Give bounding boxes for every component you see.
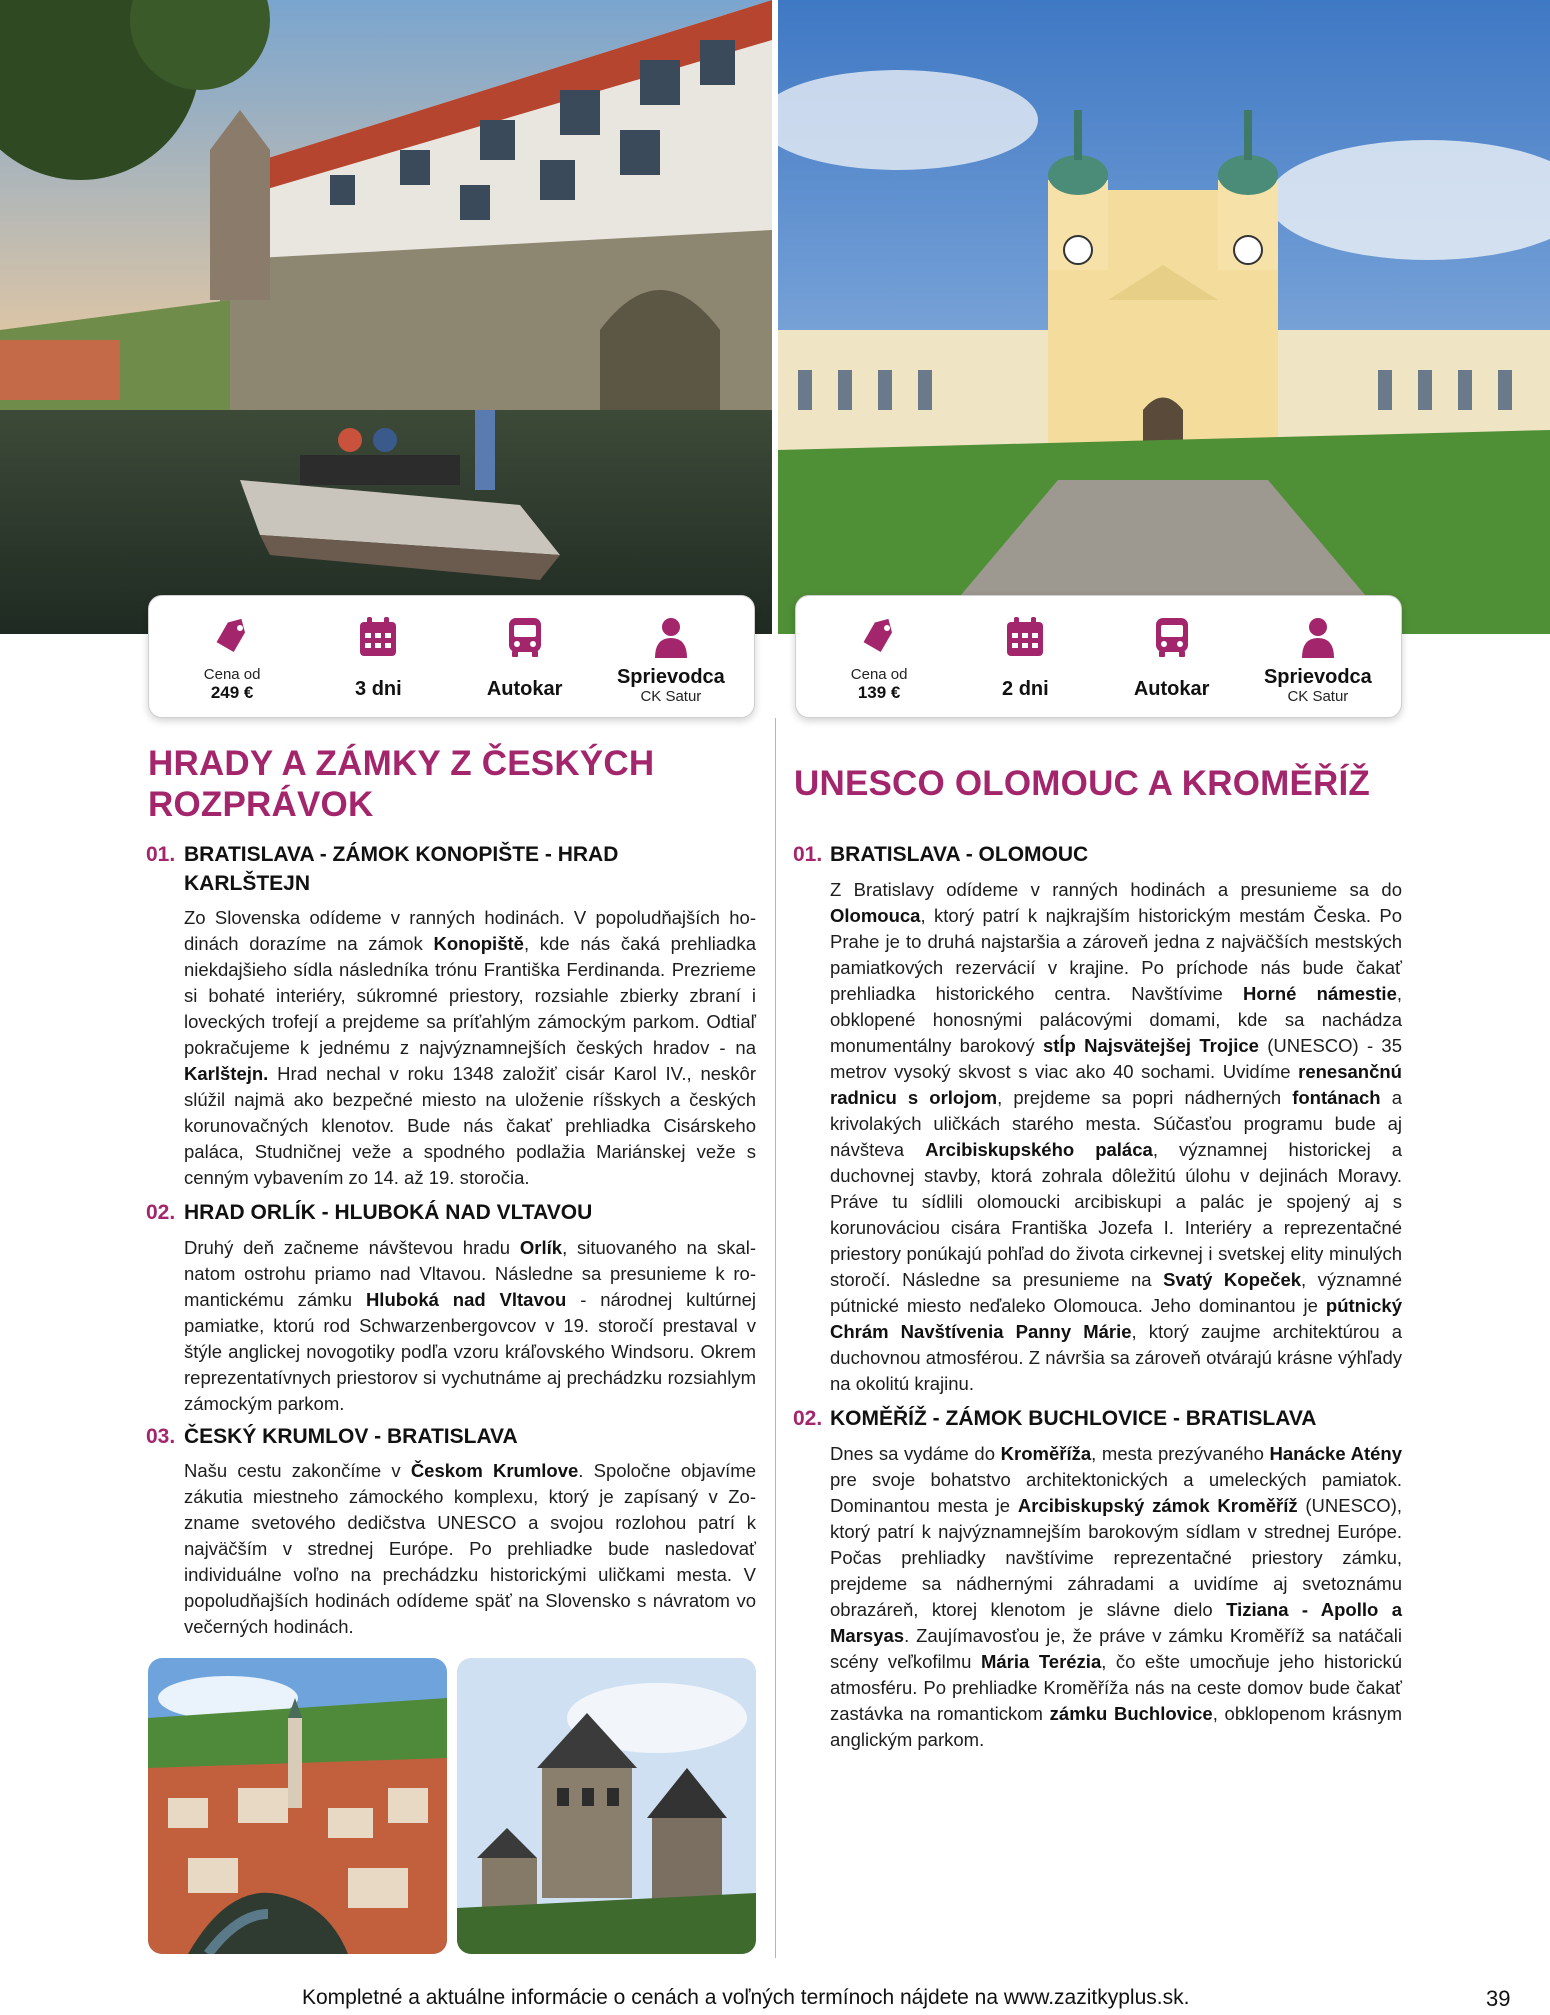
footer-info-text: Kompletné a aktuálne informácie o cenách a voľných termínoch nájdete na www.zazitkyplus.sk. [302, 1986, 1190, 2009]
photo-karlstejn-castle [457, 1658, 756, 1954]
column-divider [775, 718, 776, 1958]
transport-info [1099, 616, 1245, 700]
left-day2-number: 02. [146, 1201, 176, 1224]
transport-info [452, 616, 598, 700]
price-tag-icon [857, 616, 901, 658]
left-day1-title [184, 840, 744, 898]
photo-cesky-krumlov-river [0, 0, 772, 634]
bus-icon [503, 616, 547, 658]
price-info [806, 616, 952, 702]
left-trip-title [148, 743, 768, 825]
left-day3-text: Našu cestu zakončíme v Českom Krumlove. Spoločne objavíme zákutia miestneho zámockého komplexu, ktorý je zapísaný v Zozname svetového dedičstva UNESCO a svojou rozlohou patrí k najväčším v strednej Európe. Po prehliadke bude nasledovať individuálne voľno na prechádzku historickými uličkami mesta. V popoludňajších hodinách odídeme späť na Slovensko s návratom vo večerných hodinách. [184, 1460, 756, 1637]
transport-value: Autokar [486, 678, 563, 700]
right-day1-number: 01. [793, 843, 823, 866]
guide-info [598, 616, 744, 705]
left-day2-text: Druhý deň začneme návštevou hradu Orlík, situovaného na skalnatom ostrohu priamo nad Vltavou. Následne sa presunieme k romantickému zámku Hluboká nad Vltavou - národnej kultúrnej pamiatke, ktorú rod Schwarzenbergovcov v 19. storočí prestaval v štýle anglickej novogotiky podľa vzoru kráľovského Windsoru. Okrem reprezentatívnych priestorov si vychutnáme aj prechádzku rozsiahlym zámockým parkom. [184, 1237, 757, 1414]
photo-cesky-krumlov-town [148, 1658, 447, 1954]
transport-value: Autokar [1133, 678, 1210, 700]
right-day1-text: Z Bratislavy odídeme v ranných hodinách a presunieme sa do Olomouca, ktorý patrí k najkrajším historickým mestám Česka. Po Prahe je to druhá najstaršia a zároveň jedna z najväčších mestských pamiatkových rezervácií v krajine. Po príchode nás bude čakať prehliadka historického centra. Navštívime Horné námestie, obklopené honosnými palácovými domami, kde sa nachádza monumentálny barokový stĺp Najsvätejšej Trojice (UNESCO) - 35 metrov vysoký skvost s viac ako 40 sochami. Uvidíme renesančnú radnicu s orlojom, prejdeme sa popri nádherných fontánach a krivolakých uličkách starého mesta. Súčasťou programu bude aj návšteva Arcibiskupského paláca, významnej historickej a duchovnej stavby, ktorá zohrala dôležitú úlohu v dejinách Moravy. Práve tu sídlili olomoucki arcibiskupi a palác je spojený aj s korunováciou cisára Františka Jozefa I. Interiéry a reprezentačné priestory ponúkajú pohľad do života cirkevnej i svetskej elity minulých storočí. Následne sa presunieme na Svatý Kopeček, významné pútnické miesto neďaleko Olomouca. Jeho dominantou je pútnický Chrám Navštívenia Panny Márie, ktorý zaujme architektúrou a duchovnou atmosférou. Z návršia sa zároveň otvárajú krásne výhľady na okolitú krajinu. [830, 879, 1403, 1394]
right-trip-info-card [795, 595, 1402, 718]
price-value: 249 € [210, 683, 254, 702]
duration-info [305, 616, 451, 700]
price-tag-icon [210, 616, 254, 658]
right-trip-title: UNESCO OLOMOUC A KROMĚŘÍŽ [794, 764, 1371, 803]
calendar-icon [356, 616, 400, 658]
price-info [159, 616, 305, 702]
page-number: 39 [1486, 1986, 1511, 2011]
left-day3-number: 03. [146, 1425, 176, 1448]
calendar-icon [1003, 616, 1047, 658]
left-day2-title: HRAD ORLÍK - HLUBOKÁ NAD VLTAVOU [184, 1201, 593, 1224]
left-trip-title-line1: HRADY A ZÁMKY Z ČESKÝCH [148, 744, 655, 783]
photo-svaty-kopecek-basilica [778, 0, 1550, 634]
price-label: Cena od [850, 666, 908, 683]
right-day2-number: 02. [793, 1407, 823, 1430]
guide-value: Sprievodca [616, 666, 725, 688]
bus-icon [1150, 616, 1194, 658]
left-day1-title-line2: KARLŠTEJN [184, 872, 311, 895]
guide-agency: CK Satur [640, 688, 702, 705]
price-value: 139 € [857, 683, 901, 702]
left-trip-info-card [148, 595, 755, 718]
price-label: Cena od [203, 666, 261, 683]
person-icon [1296, 616, 1340, 658]
duration-info [952, 616, 1098, 700]
left-day3-title: ČESKÝ KRUMLOV - BRATISLAVA [184, 1425, 518, 1448]
left-day1-number: 01. [146, 843, 176, 866]
left-trip-title-line2: ROZPRÁVOK [148, 785, 374, 824]
right-day2-text: Dnes sa vydáme do Kroměříža, mesta prezývaného Hanácke Atény pre svoje bohatstvo architektonických a umeleckých pamiatok. Dominantou mesta je Arcibiskupský zámok Kroměříž (UNESCO), ktorý patrí k najvýznamnejším barokovým sídlam v strednej Európe. Počas prehliadky navštívime reprezentačné priestory zámku, prejdeme sa nádhernými záhradami a uvidíme aj svetoznámu obrazáreň, ktorej klenotom je slávne dielo Tiziana - Apollo a Marsyas. Zaujímavosťou je, že práve v zámku Kroměříž sa natáčali scény veľkofilmu Mária Terézia, čo ešte umocňuje jeho historickú atmosféru. Po prehliadke Kroměříža nás na ceste domov bude čakať zastávka na romantickom zámku Buchlovice, obklopenom krásnym anglickým parkom. [830, 1443, 1403, 1750]
guide-value: Sprievodca [1263, 666, 1372, 688]
right-day2-title: KOMĚŘÍŽ - ZÁMOK BUCHLOVICE - BRATISLAVA [830, 1407, 1317, 1430]
duration-value: 2 dni [1002, 678, 1049, 700]
left-day1-title-line1: BRATISLAVA - ZÁMOK KONOPIŠTE - HRAD [184, 843, 619, 866]
left-day1-text: Zo Slovenska odídeme v ranných hodinách. V popoludňajších hodinách dorazíme na zámok Konopiště, kde nás čaká prehliadka niekdajšieho sídla následníka trónu Františka Ferdinanda. Prezrieme si bohaté interiéry, súkromné priestory, rozsiahle zbierky zbraní i loveckých trofejí a prejdeme sa príťahlým zámockým parkom. Odtiaľ pokračujeme k jednému z najvýznamnejších českých hradov - na Karlštejn. Hrad nechal v roku 1348 založiť cisár Karol IV., neskôr slúžil najmä ako bezpečné miesto na uloženie ríšskych a českých korunovačných klenotov. Bude nás čakať prehliadka Cisárskeho paláca, Studničnej veže a spodného podlažia Mariánskej veže s cenným vybavením zo 14. až 19. storočia. [184, 907, 756, 1188]
duration-value: 3 dni [355, 678, 402, 700]
guide-agency: CK Satur [1287, 688, 1349, 705]
person-icon [649, 616, 693, 658]
guide-info [1245, 616, 1391, 705]
right-day1-title: BRATISLAVA - OLOMOUC [830, 843, 1089, 866]
